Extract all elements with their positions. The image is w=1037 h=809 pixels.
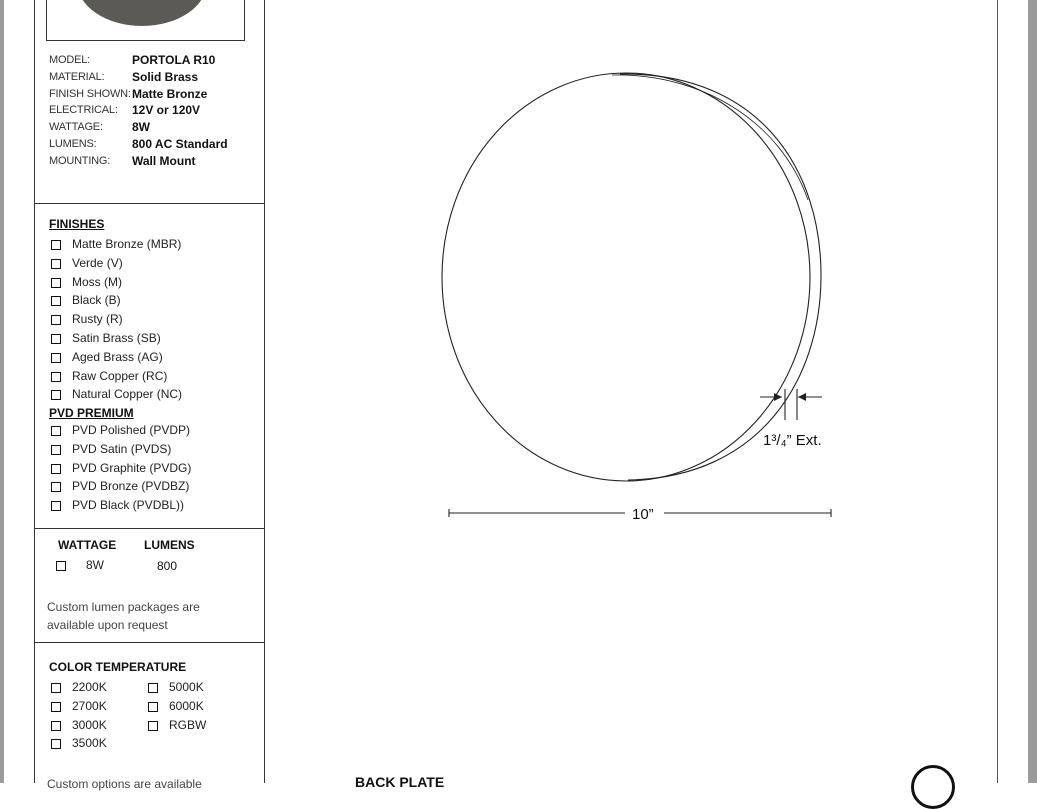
wattage-label: 8W [86, 558, 104, 572]
spec-value: Wall Mount [132, 153, 196, 168]
cct-label: 2700K [72, 698, 107, 713]
ext-arrowhead-left [774, 393, 782, 401]
pvd-title: PVD PREMIUM [49, 406, 134, 420]
finish-label: Moss (M) [72, 274, 122, 289]
pvd-label: PVD Black (PVDBL)) [72, 498, 185, 513]
lumens-value: 800 [157, 559, 178, 573]
width-dimension-label: 10” [632, 506, 654, 523]
cct-label: 3500K [72, 736, 107, 751]
pvd-label: PVD Polished (PVDP) [72, 423, 191, 437]
fixture-rim-arc [612, 75, 808, 200]
spec-value: Matte Bronze [132, 86, 208, 101]
finish-label: Aged Brass (AG) [72, 349, 163, 364]
lumens-title: LUMENS [144, 538, 195, 552]
finishes-title: FINISHES [49, 217, 105, 231]
ul-certification-icon [911, 765, 955, 809]
cct-label: 5000K [169, 680, 204, 694]
spec-value: 800 AC Standard [132, 136, 228, 151]
wattage-title: WATTAGE [58, 538, 117, 552]
pvd-label: PVD Bronze (PVDBZ) [72, 479, 190, 494]
spec-value: 8W [132, 120, 150, 135]
finish-label: Black (B) [72, 293, 121, 308]
spec-label: ELECTRICAL: [49, 104, 118, 117]
spec-label: MATERIAL: [49, 70, 105, 83]
finish-label: Raw Copper (RC) [72, 368, 168, 383]
ext-arrowhead-right [798, 393, 806, 401]
spec-label: FINISH SHOWN: [49, 87, 131, 100]
spec-label: MOUNTING: [49, 154, 111, 167]
spec-value: Solid Brass [132, 69, 199, 84]
fixture-front-circle [442, 73, 810, 481]
cct-label: 3000K [72, 717, 107, 732]
finish-label: Matte Bronze (MBR) [72, 237, 182, 251]
finish-label: Natural Copper (NC) [72, 387, 183, 402]
cct-label: 6000K [169, 698, 204, 713]
cct-label: RGBW [169, 717, 207, 732]
spec-value: 12V or 120V [132, 103, 201, 118]
finish-label: Rusty (R) [72, 312, 123, 327]
spec-label: LUMENS: [49, 137, 97, 150]
pvd-label: PVD Satin (PVDS) [72, 441, 172, 456]
extension-dimension-label: 1³/₄” Ext. [763, 432, 822, 449]
color-temp-title: COLOR TEMPERATURE [49, 660, 187, 674]
finish-label: Verde (V) [72, 255, 123, 270]
pvd-label: PVD Graphite (PVDG) [72, 460, 192, 475]
cct-note: Custom options are available [47, 777, 202, 791]
fixture-side-arc [620, 74, 821, 480]
backplate-title: BACK PLATE [355, 774, 445, 790]
lumen-note: Custom lumen packages are available upon request [47, 600, 200, 632]
spec-value: PORTOLA R10 [132, 53, 216, 67]
cct-label: 2200K [72, 680, 107, 694]
finish-label: Satin Brass (SB) [72, 330, 161, 345]
spec-label: WATTAGE: [49, 121, 103, 134]
spec-label: MODEL: [49, 54, 90, 66]
